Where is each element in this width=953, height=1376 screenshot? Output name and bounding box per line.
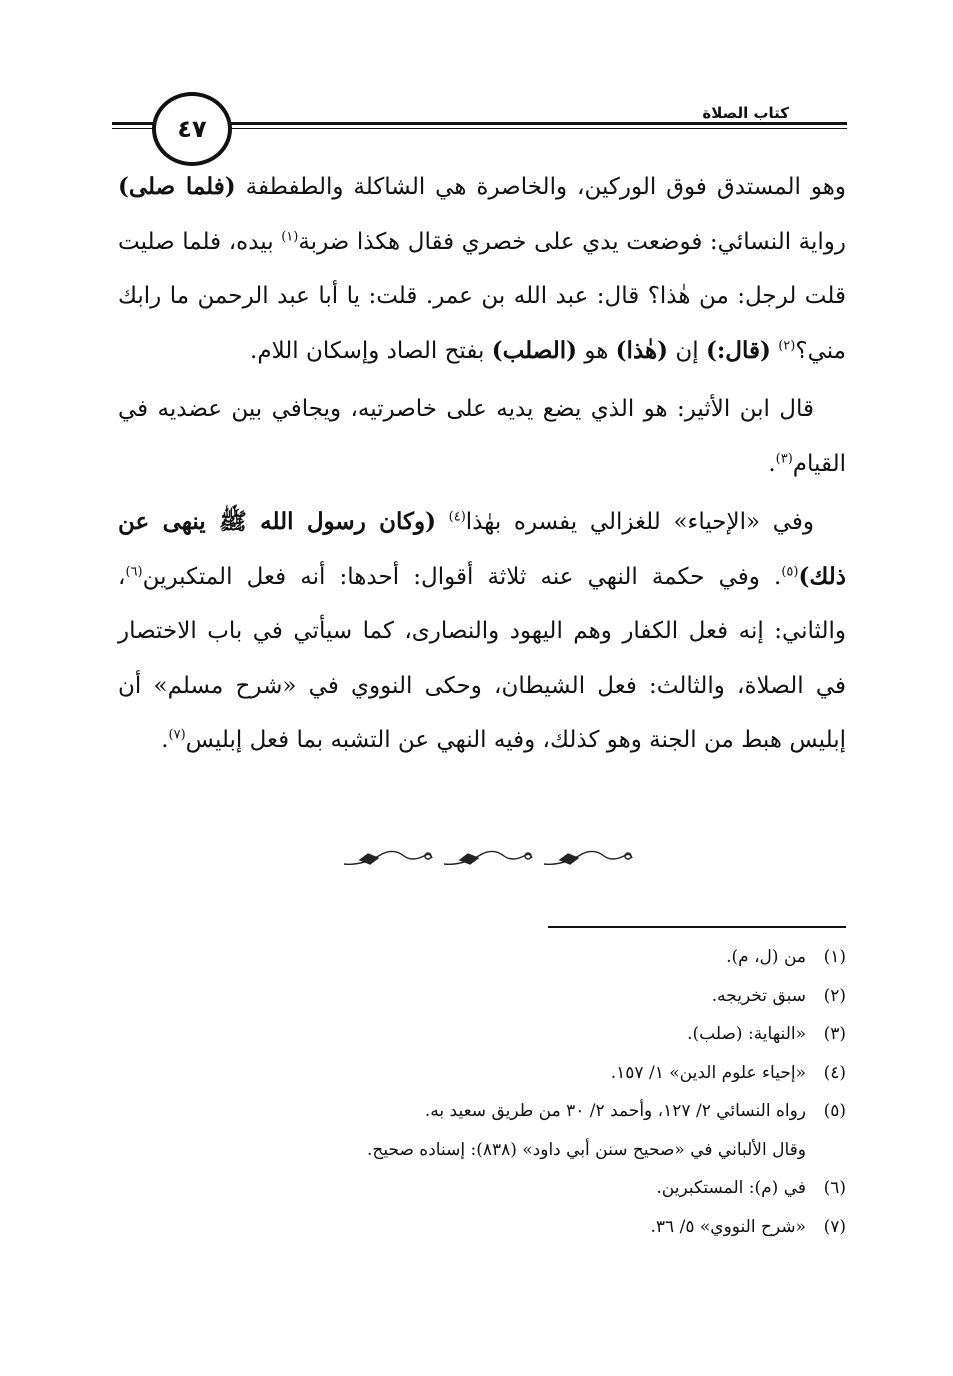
running-title: كتاب الصلاة — [696, 104, 795, 122]
footnote-text: سبق تخريجه. — [711, 985, 806, 1006]
footnote-ref: (١) — [281, 228, 299, 244]
footnote-number: (١) — [823, 947, 846, 967]
bold-quote: (قال:) — [705, 336, 771, 364]
footnote-3 — [200, 1015, 846, 1054]
footnote-ref: (٧) — [168, 727, 186, 743]
footnote-2 — [200, 977, 846, 1016]
bold-quote: (الصلب) — [491, 336, 578, 364]
footnote-text: رواه النسائي ٢/ ١٢٧، وأحمد ٢/ ٣٠ من طريق سعيد به. — [424, 1101, 806, 1121]
text-run: . وفي حكمة النهي عنه ثلاثة أقوال: أحدها: أنه فعل المتكبرين — [142, 563, 782, 590]
footnote-6 — [200, 1169, 846, 1208]
text-run: وهو المستدق فوق الوركين، والخاصرة هي الشاكلة والطفطفة — [235, 174, 847, 200]
text-run: بيده، فلما صليت قلت لرجل: من هٰذا؟ قال: عبد الله بن عمر. قلت: يا أبا عبد الرحمن ما رابك مني؟ — [118, 228, 846, 364]
footnotes — [200, 938, 846, 1246]
bold-quote: (هٰذا) — [615, 336, 669, 364]
footnote-number: (٧) — [823, 1216, 846, 1237]
footnote-ref: (٣) — [775, 450, 793, 466]
text-run: . — [768, 450, 776, 477]
footnote-ref: (٦) — [125, 563, 143, 579]
text-run: . — [161, 727, 169, 753]
paragraph-3 — [118, 495, 846, 768]
text-run: رواية النسائي: فوضعت يدي على خصري فقال هكذا ضربة — [298, 228, 846, 255]
footnote-text: في (م): المستكبرين. — [656, 1178, 806, 1198]
bold-quote: (وكان رسول الله ﷺ ينهى عن ذلك) — [118, 508, 846, 590]
text-run: إن — [668, 337, 706, 364]
page-number-text: ٤٧ — [177, 115, 207, 143]
footnote-number: (٣) — [823, 1024, 846, 1044]
text-run: ، والثاني: إنه فعل الكفار وهم اليهود والنصارى، كما سيأتي في باب الاختصار في الصلاة، والثالث: فعل الشيطان، وحكى النووي في «شرح مسلم» أن إبليس هبط من الجنة وهو كذلك، وفيه النهي عن التشبه بما فعل إبليس — [118, 563, 846, 753]
footnote-ref: (٤) — [448, 509, 466, 525]
footnote-ref: (٥) — [781, 563, 799, 579]
header-rule-right-thin — [228, 128, 847, 129]
paragraph-1 — [118, 160, 846, 378]
footnote-number: (٥) — [823, 1101, 846, 1121]
header-rule-right — [228, 122, 847, 125]
main-text — [118, 160, 846, 768]
footnote-text: من (ل، م). — [726, 947, 806, 967]
page-header — [112, 92, 847, 162]
footnote-5-continued — [200, 1131, 846, 1170]
footnote-7 — [200, 1208, 846, 1247]
footnote-1 — [200, 938, 846, 977]
footnote-text: وقال الألباني في «صحيح سنن أبي داود» (٨٣٨): إسناده صحيح. — [366, 1139, 806, 1160]
footnote-ref: (٢) — [778, 337, 796, 353]
footnote-text: «إحياء علوم الدين» ١/ ١٥٧. — [610, 1062, 806, 1083]
header-rule-left — [112, 122, 156, 125]
footnote-4 — [200, 1054, 846, 1093]
ornament-divider-icon — [338, 842, 638, 872]
text-run: بفتح الصاد وإسكان اللام. — [250, 337, 492, 364]
footnote-number: (٢) — [823, 985, 846, 1006]
footnote-text: «شرح النووي» ٥/ ٣٦. — [650, 1216, 806, 1237]
footnote-number: (٦) — [823, 1178, 846, 1198]
text-run: هو — [577, 337, 616, 364]
text-run: قال ابن الأثير: هو الذي يضع يديه على خاصرتيه، ويجافي بين عضديه في القيام — [118, 396, 846, 477]
footnote-5 — [200, 1092, 846, 1131]
footnote-number: (٤) — [823, 1062, 846, 1083]
page-number — [152, 92, 232, 166]
bold-quote: (فلما صلى) — [118, 173, 236, 200]
text-run — [436, 509, 449, 535]
text-run: وفي «الإحياء» للغزالي يفسره بهٰذا — [465, 509, 814, 535]
footnote-separator — [548, 926, 846, 928]
paragraph-2 — [118, 382, 846, 491]
footnote-text: «النهاية: (صلب). — [687, 1024, 806, 1044]
header-rule-left-thin — [112, 128, 156, 129]
